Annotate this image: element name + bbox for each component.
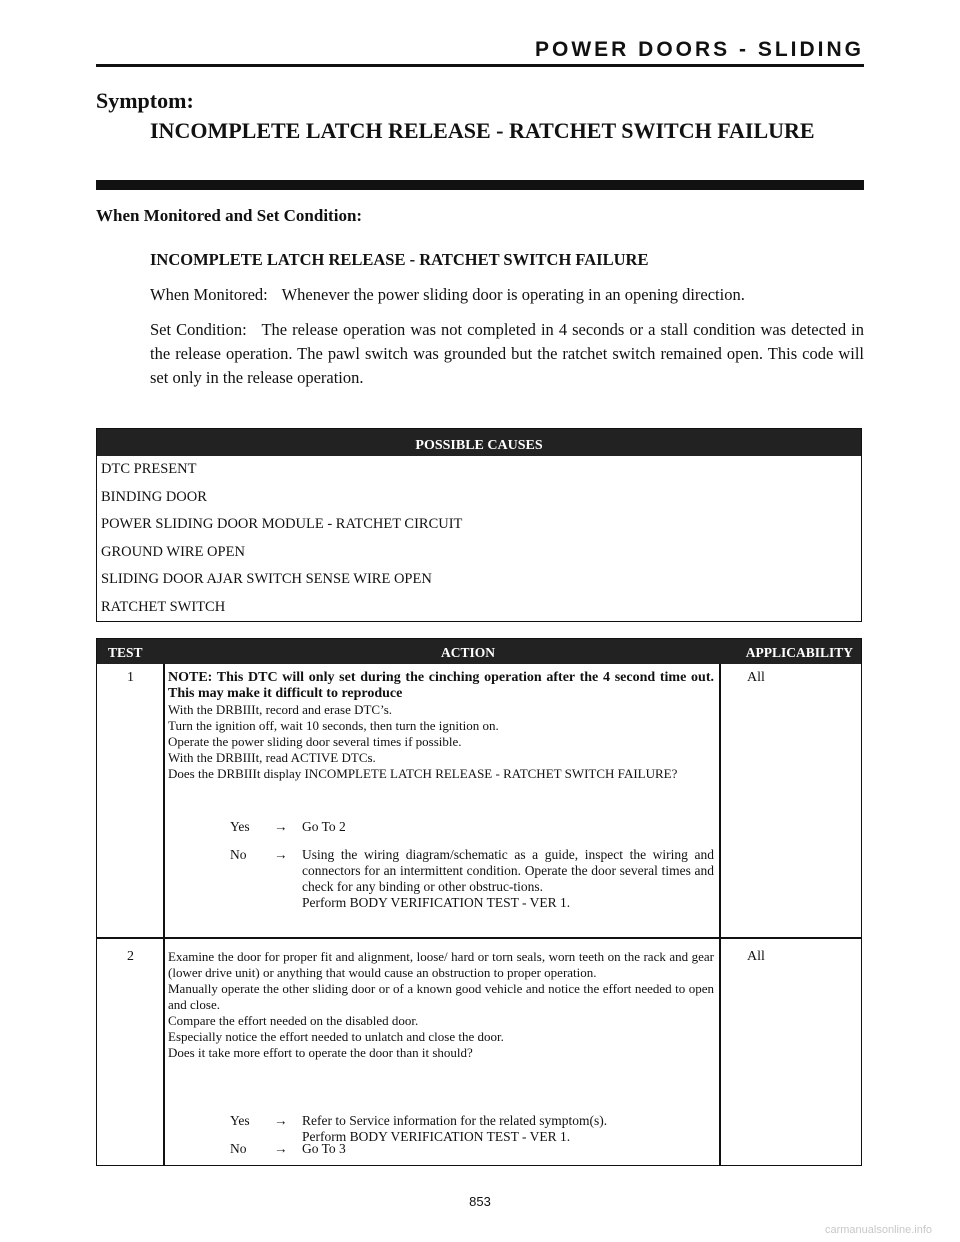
set-condition: [150, 318, 864, 390]
no-label: No: [230, 1141, 247, 1156]
test-step: Turn the ignition off, wait 10 seconds, then turn the ignition on.: [168, 718, 499, 733]
test-step: Especially notice the effort needed to unlatch and close the door.: [168, 1029, 504, 1044]
cause-item: DTC PRESENT: [101, 461, 197, 477]
monitor-heading: When Monitored and Set Condition:: [96, 206, 363, 225]
no-result-text: Using the wiring diagram/schematic as a guide, inspect the wiring and connectors for an intermittent condition. Operate the door several times and check for any binding or other obstruc-tions.: [302, 847, 714, 894]
test-table-header: [97, 639, 861, 664]
when-monitored-text: Whenever the power sliding door is operating in an opening direction.: [281, 285, 745, 304]
arrow-right-icon: →: [274, 819, 288, 834]
no-result-verify: Perform BODY VERIFICATION TEST - VER 1.: [302, 895, 571, 910]
arrow-right-icon: →: [274, 1141, 288, 1156]
page-number: 853: [469, 1194, 491, 1209]
row-divider: [97, 937, 861, 939]
cause-item: POWER SLIDING DOOR MODULE - RATCHET CIRCUIT: [101, 516, 463, 532]
header-rule: [96, 64, 864, 67]
no-label: No: [230, 847, 247, 862]
test-applicability: All: [747, 670, 765, 685]
section-title: POWER DOORS - SLIDING: [534, 38, 864, 61]
column-divider: [719, 664, 721, 1165]
cause-item: SLIDING DOOR AJAR SWITCH SENSE WIRE OPEN: [101, 571, 432, 587]
arrow-right-icon: →: [274, 847, 288, 862]
test-number: 1: [127, 670, 134, 685]
test-step: With the DRBIIIt, read ACTIVE DTCs.: [168, 750, 376, 765]
cause-item: RATCHET SWITCH: [101, 598, 226, 615]
yes-result-verify: Perform BODY VERIFICATION TEST - VER 1.: [302, 1129, 571, 1144]
test-step: Examine the door for proper fit and alignment, loose/ hard or torn seals, worn teeth on the rack and gear (lower drive unit) or anything that would cause an obstruction to proper operation.: [168, 949, 714, 980]
col-action-header: ACTION: [441, 645, 496, 660]
col-applicability-header: APPLICABILITY: [745, 645, 853, 660]
monitor-code-title: INCOMPLETE LATCH RELEASE - RATCHET SWITCH FAILURE: [150, 250, 649, 269]
test-note: NOTE: This DTC will only set during the cinching operation after the 4 second time out. This may make it difficult to reproduce: [168, 670, 714, 701]
yes-branch: [230, 819, 714, 837]
set-condition-text: The release operation was not completed in 4 seconds or a stall condition was detected in the release operation. The pawl switch was grounded but the ratchet switch remained open. This code will set only in the release operation.: [150, 320, 864, 387]
cause-item: GROUND WIRE OPEN: [101, 543, 245, 560]
test-action: [168, 949, 714, 1061]
yes-result-text: Refer to Service information for the related symptom(s).: [302, 1113, 608, 1128]
test-step: Does the DRBIIIt display INCOMPLETE LATCH RELEASE - RATCHET SWITCH FAILURE?: [168, 766, 678, 781]
symptom-title: INCOMPLETE LATCH RELEASE - RATCHET SWITCH FAILURE: [150, 118, 815, 143]
set-condition-label: Set Condition:: [150, 320, 247, 339]
no-result: Go To 3: [302, 1141, 346, 1156]
yes-result: Go To 2: [302, 819, 346, 834]
test-step: Compare the effort needed on the disabled door.: [168, 1013, 419, 1028]
test-step: With the DRBIIIt, record and erase DTC’s.: [168, 702, 393, 717]
monitor-block: [150, 248, 864, 401]
when-monitored-label: When Monitored:: [150, 285, 268, 304]
symptom-divider: [96, 180, 864, 190]
possible-causes-table: [96, 428, 862, 622]
possible-causes-header: POSSIBLE CAUSES: [97, 429, 861, 456]
test-applicability: All: [747, 949, 765, 964]
no-branch: [230, 847, 714, 933]
symptom-label: Symptom:: [96, 88, 194, 113]
test-number: 2: [127, 949, 134, 964]
no-result: [302, 847, 714, 911]
yes-label: Yes: [230, 1113, 250, 1128]
column-divider: [163, 664, 165, 1165]
cause-item: BINDING DOOR: [101, 488, 207, 505]
test-table: [96, 638, 862, 1166]
test-step: Does it take more effort to operate the door than it should?: [168, 1045, 473, 1060]
watermark: carmanualsonline.info: [824, 1224, 932, 1236]
yes-label: Yes: [230, 819, 250, 834]
test-action: [168, 670, 714, 782]
test-step: Operate the power sliding door several times if possible.: [168, 734, 462, 749]
when-monitored: [150, 283, 864, 307]
col-test-header: TEST: [108, 645, 143, 660]
test-step: Manually operate the other sliding door or of a known good vehicle and notice the effort needed to open and close.: [168, 981, 714, 1012]
arrow-right-icon: →: [274, 1113, 288, 1128]
no-branch: [230, 1141, 714, 1159]
